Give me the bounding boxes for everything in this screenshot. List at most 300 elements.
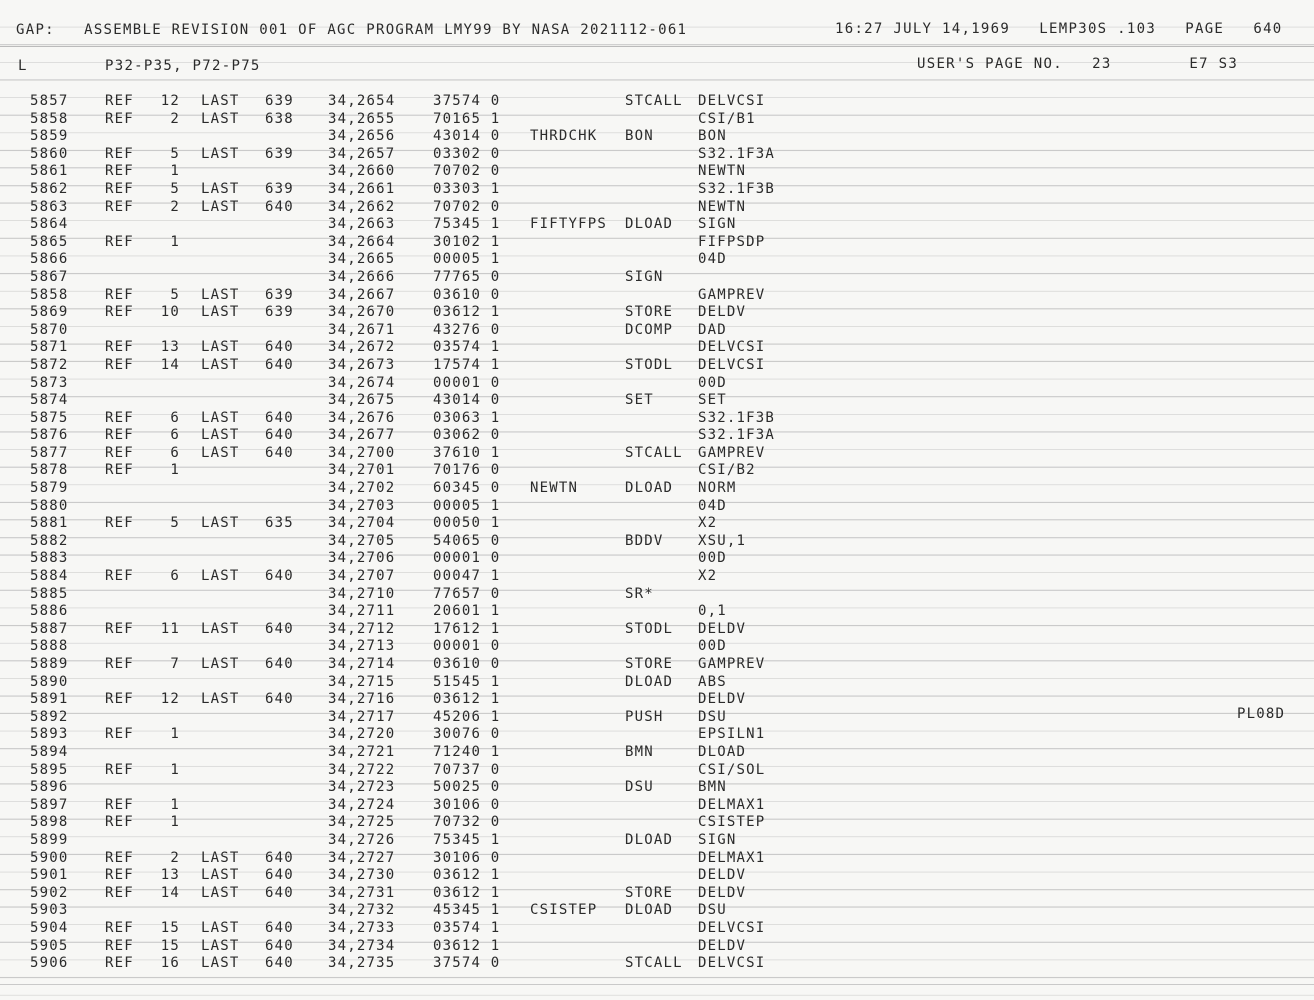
listing-ref-count: 14 [160, 356, 180, 373]
listing-address: 34,2676 [328, 409, 396, 426]
listing-line-number: 5876 [30, 427, 69, 444]
listing-line-number: 5873 [30, 374, 69, 391]
listing-opcode: BON [625, 128, 654, 145]
listing-ref: REF [105, 761, 134, 778]
listing-row [0, 181, 1314, 199]
listing-ref-count: 1 [170, 726, 180, 743]
listing-octal-word: 45206 1 [433, 708, 501, 725]
listing-line-number: 5886 [30, 603, 69, 620]
listing-operand: 00D [698, 374, 727, 391]
listing-opcode: SR* [625, 585, 654, 602]
listing-last: LAST [201, 198, 240, 215]
listing-address: 34,2666 [328, 268, 396, 285]
listing-operand: DELVCSI [698, 339, 766, 356]
listing-operand: DELDV [698, 867, 747, 884]
listing-address: 34,2707 [328, 568, 396, 585]
listing-row [0, 199, 1314, 217]
listing-last-page: 640 [265, 620, 294, 637]
listing-ref: REF [105, 937, 134, 954]
listing-address: 34,2704 [328, 515, 396, 532]
listing-opcode: DLOAD [625, 673, 674, 690]
listing-last: LAST [201, 849, 240, 866]
listing-operand: S32.1F3B [698, 409, 776, 426]
listing-row [0, 480, 1314, 498]
listing-last-page: 640 [265, 444, 294, 461]
listing-octal-word: 03574 1 [433, 919, 501, 936]
listing-row [0, 586, 1314, 604]
listing-ref: REF [105, 180, 134, 197]
listing-operand: SIGN [698, 216, 737, 233]
listing-ref: REF [105, 409, 134, 426]
listing-ref: REF [105, 884, 134, 901]
listing-line-number: 5892 [30, 708, 69, 725]
listing-octal-word: 43276 0 [433, 321, 501, 338]
listing-ref: REF [105, 691, 134, 708]
listing-last-page: 639 [265, 180, 294, 197]
listing-row [0, 304, 1314, 322]
listing-operand: DAD [698, 321, 727, 338]
listing-operand: 00D [698, 638, 727, 655]
listing-ref-count: 16 [160, 955, 180, 972]
listing-last: LAST [201, 955, 240, 972]
listing-operand: SIGN [698, 831, 737, 848]
listing-row [0, 163, 1314, 181]
listing-ref: REF [105, 110, 134, 127]
listing-row [0, 93, 1314, 111]
listing-line-number: 5891 [30, 691, 69, 708]
listing-operand: XSU,1 [698, 532, 747, 549]
listing-line-number: 5875 [30, 409, 69, 426]
listing-opcode: BDDV [625, 532, 664, 549]
listing-row [0, 726, 1314, 744]
listing-address: 34,2725 [328, 814, 396, 831]
listing-last: LAST [201, 304, 240, 321]
listing-address: 34,2734 [328, 937, 396, 954]
listing-ref-count: 13 [160, 339, 180, 356]
listing-ref: REF [105, 198, 134, 215]
listing-last: LAST [201, 919, 240, 936]
listing-last-page: 640 [265, 356, 294, 373]
listing-line-number: 5897 [30, 796, 69, 813]
listing-address: 34,2710 [328, 585, 396, 602]
listing-rows [0, 93, 1314, 973]
listing-line-number: 5858 [30, 110, 69, 127]
listing-row [0, 515, 1314, 533]
listing-row [0, 146, 1314, 164]
listing-line-number: 5863 [30, 198, 69, 215]
listing-row [0, 779, 1314, 797]
margin-note: PL08D [1237, 706, 1286, 722]
listing-octal-word: 03612 1 [433, 691, 501, 708]
listing-last-page: 635 [265, 515, 294, 532]
listing-line-number: 5885 [30, 585, 69, 602]
listing-last: LAST [201, 356, 240, 373]
listing-address: 34,2732 [328, 902, 396, 919]
listing-last: LAST [201, 339, 240, 356]
listing-row [0, 797, 1314, 815]
listing-address: 34,2706 [328, 550, 396, 567]
listing-line-number: 5862 [30, 180, 69, 197]
listing-opcode: STORE [625, 304, 674, 321]
listing-line-number: 5877 [30, 444, 69, 461]
listing-address: 34,2677 [328, 427, 396, 444]
listing-address: 34,2670 [328, 304, 396, 321]
listing-octal-word: 17612 1 [433, 620, 501, 637]
listing-line-number: 5898 [30, 814, 69, 831]
listing-last-page: 640 [265, 409, 294, 426]
listing-octal-word: 30106 0 [433, 849, 501, 866]
listing-octal-word: 60345 0 [433, 480, 501, 497]
listing-octal-word: 03610 0 [433, 656, 501, 672]
listing-line-number: 5884 [30, 568, 69, 585]
bottom-divider [0, 984, 1314, 985]
listing-address: 34,2663 [328, 216, 396, 233]
listing-ref: REF [105, 462, 134, 479]
listing-address: 34,2664 [328, 233, 396, 250]
listing-label: THRDCHK [530, 128, 598, 145]
listing-opcode: PUSH [625, 708, 664, 725]
listing-ref-count: 10 [160, 304, 180, 321]
listing-last-page: 640 [265, 691, 294, 708]
listing-address: 34,2727 [328, 849, 396, 866]
listing-operand: GAMPREV [698, 286, 766, 303]
listing-last-page: 640 [265, 937, 294, 954]
listing-operand: S32.1F3B [698, 180, 776, 197]
listing-operand: DELDV [698, 304, 747, 321]
listing-last: LAST [201, 568, 240, 585]
listing-octal-word: 70732 0 [433, 814, 501, 831]
listing-address: 34,2720 [328, 726, 396, 743]
listing-address: 34,2712 [328, 620, 396, 637]
listing-octal-word: 70165 1 [433, 110, 501, 127]
listing-row [0, 656, 1314, 674]
listing-operand: DELVCSI [698, 93, 766, 109]
listing-octal-word: 77765 0 [433, 268, 501, 285]
listing-octal-word: 03062 0 [433, 427, 501, 444]
listing-octal-word: 50025 0 [433, 779, 501, 796]
listing-ref: REF [105, 726, 134, 743]
listing-ref: REF [105, 339, 134, 356]
listing-octal-word: 17574 1 [433, 356, 501, 373]
listing-octal-word: 03063 1 [433, 409, 501, 426]
listing-ref-count: 5 [170, 286, 180, 303]
listing-ref: REF [105, 814, 134, 831]
listing-ref-count: 12 [160, 93, 180, 109]
listing-ref: REF [105, 233, 134, 250]
listing-row [0, 427, 1314, 445]
listing-address: 34,2714 [328, 656, 396, 672]
listing-opcode: DLOAD [625, 480, 674, 497]
listing-last-page: 639 [265, 145, 294, 162]
listing-operand: DELDV [698, 691, 747, 708]
listing-last: LAST [201, 145, 240, 162]
listing-label: NEWTN [530, 480, 579, 497]
listing-octal-word: 43014 0 [433, 128, 501, 145]
listing-operand: CSI/B1 [698, 110, 756, 127]
listing-operand: GAMPREV [698, 444, 766, 461]
listing-line-number: 5896 [30, 779, 69, 796]
listing-address: 34,2673 [328, 356, 396, 373]
listing-ref-count: 1 [170, 233, 180, 250]
listing-octal-word: 00005 1 [433, 497, 501, 514]
listing-row [0, 357, 1314, 375]
listing-line-number: 5890 [30, 673, 69, 690]
listing-octal-word: 75345 1 [433, 831, 501, 848]
listing-opcode: SET [625, 392, 654, 409]
listing-address: 34,2657 [328, 145, 396, 162]
listing-octal-word: 75345 1 [433, 216, 501, 233]
listing-ref-count: 1 [170, 761, 180, 778]
listing-line-number: 5864 [30, 216, 69, 233]
listing-line-number: 5861 [30, 163, 69, 180]
listing-row [0, 533, 1314, 551]
listing-row [0, 287, 1314, 305]
listing-last: LAST [201, 867, 240, 884]
listing-operand: DELMAX1 [698, 796, 766, 813]
listing-operand: CSISTEP [698, 814, 766, 831]
listing-operand: NEWTN [698, 163, 747, 180]
listing-last-page: 640 [265, 955, 294, 972]
listing-row [0, 744, 1314, 762]
listing-operand: DELDV [698, 884, 747, 901]
listing-line-number: 5901 [30, 867, 69, 884]
listing-octal-word: 45345 1 [433, 902, 501, 919]
listing-octal-word: 37574 0 [433, 955, 501, 972]
listing-opcode: DLOAD [625, 216, 674, 233]
listing-operand: CSI/SOL [698, 761, 766, 778]
listing-line-number: 5867 [30, 268, 69, 285]
listing-operand: 04D [698, 251, 727, 268]
listing-octal-word: 03612 1 [433, 937, 501, 954]
listing-operand: BMN [698, 779, 727, 796]
listing-last-page: 640 [265, 339, 294, 356]
listing-line-number: 5881 [30, 515, 69, 532]
listing-opcode: STCALL [625, 955, 683, 972]
listing-octal-word: 54065 0 [433, 532, 501, 549]
listing-address: 34,2713 [328, 638, 396, 655]
listing-address: 34,2735 [328, 955, 396, 972]
listing-last: LAST [201, 409, 240, 426]
listing-ref-count: 5 [170, 180, 180, 197]
listing-line-number: 5870 [30, 321, 69, 338]
listing-line-number: 5905 [30, 937, 69, 954]
listing-address: 34,2672 [328, 339, 396, 356]
listing-operand: FIFPSDP [698, 233, 766, 250]
listing-operand: GAMPREV [698, 656, 766, 672]
listing-ref-count: 6 [170, 427, 180, 444]
listing-ref: REF [105, 286, 134, 303]
listing-operand: DLOAD [698, 743, 747, 760]
listing-line-number: 5880 [30, 497, 69, 514]
listing-ref: REF [105, 163, 134, 180]
listing-row [0, 885, 1314, 903]
listing-octal-word: 70737 0 [433, 761, 501, 778]
listing-ref-count: 5 [170, 515, 180, 532]
listing-opcode: STORE [625, 656, 674, 672]
listing-octal-word: 70702 0 [433, 163, 501, 180]
listing-last: LAST [201, 444, 240, 461]
listing-header-title: GAP: ASSEMBLE REVISION 001 OF AGC PROGRAM LMY99 BY NASA 2021112-061 [16, 22, 688, 38]
listing-row [0, 111, 1314, 129]
listing-line-number: 5894 [30, 743, 69, 760]
listing-last: LAST [201, 884, 240, 901]
listing-address: 34,2730 [328, 867, 396, 884]
listing-octal-word: 30106 0 [433, 796, 501, 813]
listing-address: 34,2701 [328, 462, 396, 479]
listing-address: 34,2674 [328, 374, 396, 391]
listing-operand: DELDV [698, 937, 747, 954]
listing-row [0, 251, 1314, 269]
listing-row [0, 128, 1314, 146]
listing-row [0, 709, 1314, 727]
listing-ref: REF [105, 796, 134, 813]
listing-row [0, 216, 1314, 234]
listing-operand: SET [698, 392, 727, 409]
listing-label: CSISTEP [530, 902, 598, 919]
listing-last: LAST [201, 691, 240, 708]
listing-row [0, 621, 1314, 639]
listing-row [0, 410, 1314, 428]
listing-line-number: 5865 [30, 233, 69, 250]
listing-octal-word: 20601 1 [433, 603, 501, 620]
listing-ref: REF [105, 427, 134, 444]
listing-octal-word: 00001 0 [433, 374, 501, 391]
listing-address: 34,2703 [328, 497, 396, 514]
listing-operand: X2 [698, 515, 718, 532]
listing-address: 34,2656 [328, 128, 396, 145]
listing-line-number: 5859 [30, 128, 69, 145]
listing-address: 34,2715 [328, 673, 396, 690]
listing-address: 34,2700 [328, 444, 396, 461]
listing-row [0, 462, 1314, 480]
listing-octal-word: 30076 0 [433, 726, 501, 743]
listing-row [0, 269, 1314, 287]
listing-octal-word: 70702 0 [433, 198, 501, 215]
listing-line-number: 5903 [30, 902, 69, 919]
listing-octal-word: 77657 0 [433, 585, 501, 602]
listing-ref: REF [105, 444, 134, 461]
listing-row [0, 322, 1314, 340]
listing-row [0, 691, 1314, 709]
listing-address: 34,2661 [328, 180, 396, 197]
listing-octal-word: 71240 1 [433, 743, 501, 760]
listing-row [0, 955, 1314, 973]
listing-opcode: STORE [625, 884, 674, 901]
listing-operand: DSU [698, 708, 727, 725]
listing-line-number: 5893 [30, 726, 69, 743]
listing-ref: REF [105, 356, 134, 373]
listing-last: LAST [201, 515, 240, 532]
listing-line-number: 5871 [30, 339, 69, 356]
listing-ref-count: 1 [170, 462, 180, 479]
listing-last-page: 639 [265, 93, 294, 109]
listing-octal-word: 03612 1 [433, 884, 501, 901]
listing-last-page: 639 [265, 286, 294, 303]
listing-row [0, 498, 1314, 516]
listing-last-page: 640 [265, 656, 294, 672]
listing-row [0, 445, 1314, 463]
listing-last-page: 639 [265, 304, 294, 321]
listing-operand: 0,1 [698, 603, 727, 620]
listing-line-number: 5869 [30, 304, 69, 321]
listing-row [0, 568, 1314, 586]
listing-line-number: 5878 [30, 462, 69, 479]
listing-opcode: DCOMP [625, 321, 674, 338]
listing-octal-word: 51545 1 [433, 673, 501, 690]
listing-address: 34,2721 [328, 743, 396, 760]
listing-address: 34,2702 [328, 480, 396, 497]
listing-last: LAST [201, 620, 240, 637]
listing-ref-count: 15 [160, 937, 180, 954]
listing-operand: DELVCSI [698, 356, 766, 373]
listing-address: 34,2654 [328, 93, 396, 109]
listing-address: 34,2731 [328, 884, 396, 901]
listing-last: LAST [201, 656, 240, 672]
listing-ref-count: 7 [170, 656, 180, 672]
listing-line-number: 5904 [30, 919, 69, 936]
listing-ref: REF [105, 93, 134, 109]
listing-operand: DSU [698, 902, 727, 919]
listing-line-number: 5879 [30, 480, 69, 497]
listing-line-number: 5883 [30, 550, 69, 567]
listing-octal-word: 43014 0 [433, 392, 501, 409]
listing-octal-word: 30102 1 [433, 233, 501, 250]
listing-last-page: 640 [265, 427, 294, 444]
listing-ref-count: 13 [160, 867, 180, 884]
listing-address: 34,2671 [328, 321, 396, 338]
listing-address: 34,2667 [328, 286, 396, 303]
listing-ref-count: 6 [170, 444, 180, 461]
listing-row [0, 938, 1314, 956]
listing-line-number: 5902 [30, 884, 69, 901]
listing-ref: REF [105, 867, 134, 884]
listing-last: LAST [201, 427, 240, 444]
listing-last-page: 640 [265, 568, 294, 585]
listing-last-page: 638 [265, 110, 294, 127]
listing-last-page: 640 [265, 867, 294, 884]
listing-line-number: 5866 [30, 251, 69, 268]
listing-octal-word: 03302 0 [433, 145, 501, 162]
listing-ref-count: 6 [170, 568, 180, 585]
listing-ref: REF [105, 955, 134, 972]
listing-ref: REF [105, 656, 134, 672]
listing-operand: 00D [698, 550, 727, 567]
listing-address: 34,2724 [328, 796, 396, 813]
listing-octal-word: 00005 1 [433, 251, 501, 268]
listing-ref: REF [105, 304, 134, 321]
listing-row [0, 762, 1314, 780]
listing-last: LAST [201, 937, 240, 954]
listing-address: 34,2722 [328, 761, 396, 778]
listing-line-number: 5899 [30, 831, 69, 848]
listing-ref-count: 6 [170, 409, 180, 426]
listing-operand: S32.1F3A [698, 145, 776, 162]
listing-ref-count: 1 [170, 814, 180, 831]
listing-octal-word: 00001 0 [433, 550, 501, 567]
listing-subheader-tag: L [18, 58, 28, 74]
listing-row [0, 234, 1314, 252]
listing-octal-word: 00050 1 [433, 515, 501, 532]
listing-last: LAST [201, 286, 240, 303]
listing-opcode: STODL [625, 356, 674, 373]
listing-line-number: 5882 [30, 532, 69, 549]
listing-last: LAST [201, 110, 240, 127]
listing-subheader-user-page: USER'S PAGE NO. 23 E7 S3 [917, 56, 1239, 72]
listing-row [0, 638, 1314, 656]
listing-octal-word: 03612 1 [433, 304, 501, 321]
listing-row [0, 603, 1314, 621]
listing-row [0, 339, 1314, 357]
